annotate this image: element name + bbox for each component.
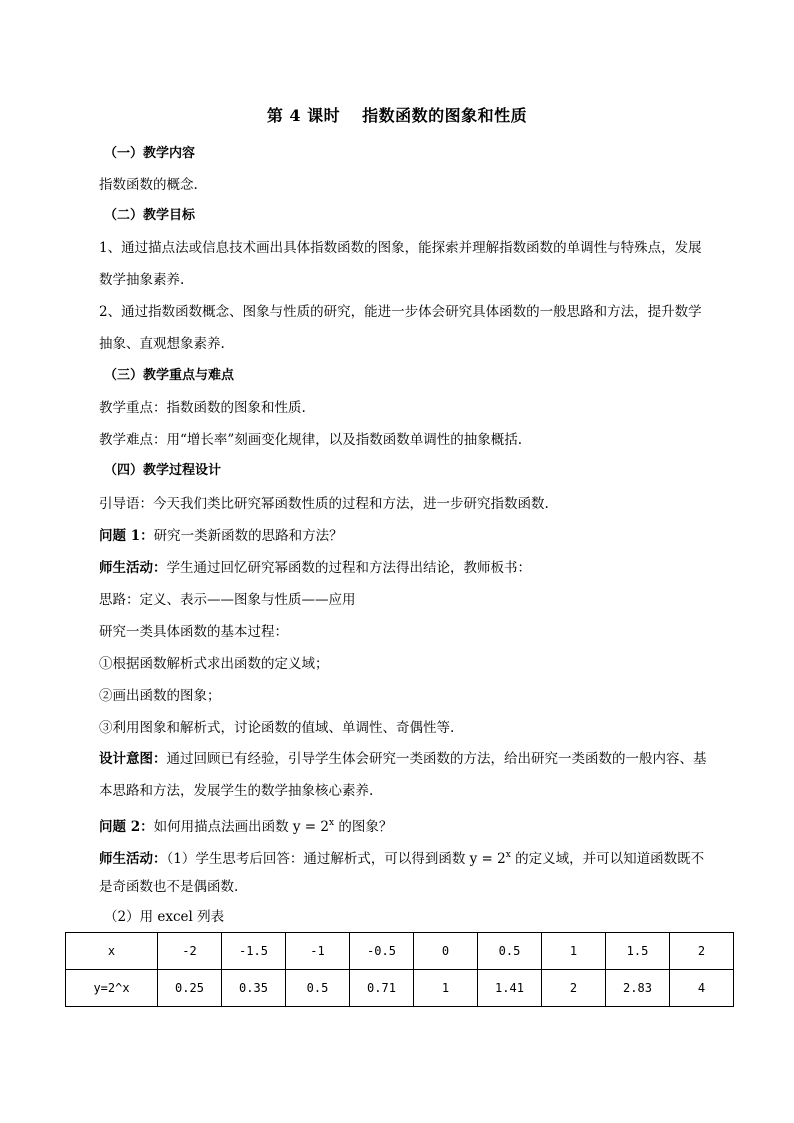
table-cell: 0.25 — [158, 970, 222, 1007]
design-intent-line-2: 本思路和方法，发展学生的数学抽象核心素养. — [99, 783, 374, 799]
table-cell: 0.5 — [478, 933, 542, 970]
question-2-text: 如何用描点法画出函数 y = 2 — [153, 819, 329, 835]
table-row-y — [66, 970, 734, 1007]
process-text: 研究一类具体函数的基本过程： — [99, 624, 288, 640]
table-cell: -0.5 — [350, 933, 414, 970]
table-cell: -1.5 — [222, 933, 286, 970]
table-cell: 1 — [414, 970, 478, 1007]
activity-1-label: 师生活动： — [99, 560, 167, 576]
table-cell: 1 — [542, 933, 606, 970]
section-1-heading: （一）教学内容 — [104, 146, 196, 161]
activity-2-text: （1）学生思考后回答：通过解析式，可以得到函数 y = 2 — [166, 851, 506, 867]
activity-2-exponent: x — [505, 850, 511, 860]
page-title — [0, 103, 794, 126]
table-cell: 2 — [670, 933, 734, 970]
table-cell: 1.41 — [478, 970, 542, 1007]
question-1-label: 问题 1： — [99, 528, 154, 544]
activity-2-line-2: 是奇函数也不是偶函数. — [99, 879, 239, 895]
section-3-heading: （三）教学重点与难点 — [104, 368, 235, 383]
table-cell: x — [66, 933, 158, 970]
activity-2-suffix: 的定义域，并可以知道函数既不 — [510, 851, 705, 867]
lesson-topic: 指数函数的图象和性质 — [362, 106, 528, 125]
question-1 — [99, 526, 343, 546]
step-3: ③利用图象和解析式，讨论函数的值域、单调性、奇偶性等. — [99, 720, 455, 736]
idea-text: 思路：定义、表示——图象与性质——应用 — [99, 592, 356, 608]
design-intent-line-1 — [99, 749, 707, 769]
table-row-x — [66, 933, 734, 970]
table-cell: -2 — [158, 933, 222, 970]
table-cell: y=2^x — [66, 970, 158, 1007]
table-cell: 0 — [414, 933, 478, 970]
goal-1-line-1: 1、通过描点法或信息技术画出具体指数函数的图象，能探索并理解指数函数的单调性与特殊点，发展 — [99, 240, 702, 256]
activity-1-text: 学生通过回忆研究幂函数的过程和方法得出结论，教师板书： — [166, 560, 531, 576]
table-cell: 0.71 — [350, 970, 414, 1007]
table-cell: 2 — [542, 970, 606, 1007]
design-intent-text: 通过回顾已有经验，引导学生体会研究一类函数的方法，给出研究一类函数的一般内容、基 — [166, 751, 707, 767]
table-cell: 1.5 — [606, 933, 670, 970]
table-cell: 4 — [670, 970, 734, 1007]
design-intent-label: 设计意图： — [99, 751, 167, 767]
step-1: ①根据函数解析式求出函数的定义域； — [99, 656, 329, 672]
step-2: ②画出函数的图象； — [99, 688, 221, 704]
table-cell: 0.5 — [286, 970, 350, 1007]
values-table — [65, 932, 734, 1007]
question-2 — [99, 813, 392, 837]
key-point: 教学重点：指数函数的图象和性质. — [99, 400, 306, 416]
goal-1-line-2: 数学抽象素养. — [99, 272, 185, 288]
goal-2-line-1: 2、通过指数函数概念、图象与性质的研究，能进一步体会研究具体函数的一般思路和方法，提升数学 — [99, 304, 702, 320]
lesson-number: 第 4 课时 — [266, 106, 341, 125]
question-2-suffix: 的图象？ — [334, 819, 393, 835]
intro-text: 引导语：今天我们类比研究幂函数性质的过程和方法，进一步研究指数函数. — [99, 496, 549, 512]
section-1-text: 指数函数的概念. — [99, 177, 198, 193]
activity-2-line-1 — [99, 845, 704, 869]
table-cell: -1 — [286, 933, 350, 970]
difficult-point: 教学难点：用“增长率”刻画变化规律，以及指数函数单调性的抽象概括. — [99, 432, 523, 448]
activity-2-label: 师生活动： — [99, 851, 167, 867]
question-2-label: 问题 2： — [99, 819, 154, 835]
table-cell: 2.83 — [606, 970, 670, 1007]
section-4-heading: （四）教学过程设计 — [104, 463, 222, 478]
question-1-text: 研究一类新函数的思路和方法？ — [153, 528, 343, 544]
section-2-heading: （二）教学目标 — [104, 208, 196, 223]
goal-2-line-2: 抽象、直观想象素养. — [99, 336, 225, 352]
table-cell: 0.35 — [222, 970, 286, 1007]
activity-1 — [99, 558, 531, 578]
excel-caption: （2）用 excel 列表 — [104, 909, 225, 925]
question-2-exponent: x — [329, 818, 335, 828]
